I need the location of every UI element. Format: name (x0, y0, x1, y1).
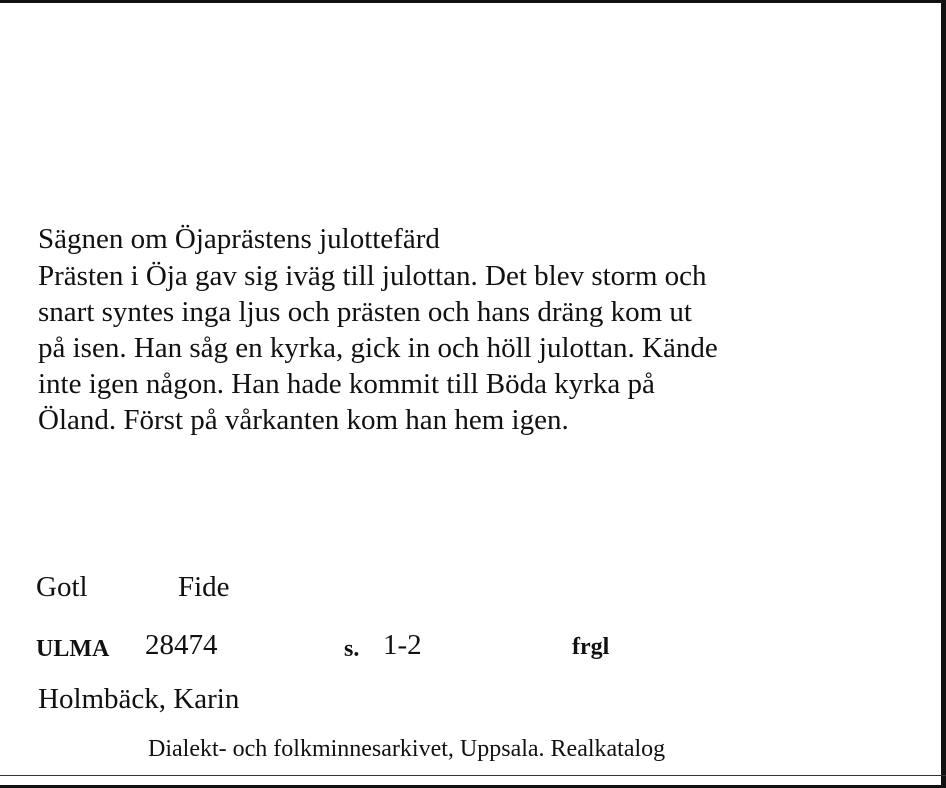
province-field: Gotl (36, 571, 88, 603)
card-border-right (941, 0, 946, 788)
body-line: inte igen någon. Han hade kommit till Böda kyrka på (38, 368, 655, 400)
type-code: frgl (572, 634, 610, 660)
body-line: på isen. Han såg en kyrka, gick in och höll julottan. Kände (38, 332, 718, 364)
archive-code: ULMA (36, 636, 110, 662)
card-body (38, 258, 918, 438)
card-rule-bottom (0, 775, 946, 776)
collector-name: Holmbäck, Karin (38, 683, 240, 715)
record-number: 28474 (145, 629, 218, 661)
body-line: Öland. Först på vårkanten kom han hem igen. (38, 404, 569, 436)
page-label: s. (344, 636, 360, 662)
card-border-top (0, 0, 946, 3)
parish-field: Fide (178, 571, 230, 603)
card-title: Sägnen om Öjaprästens julottefärd (38, 223, 440, 255)
archive-name: Dialekt- och folkminnesarkivet, Uppsala. Realkatalog (148, 736, 666, 762)
body-line: Prästen i Öja gav sig iväg till julottan. Det blev storm och (38, 260, 707, 292)
body-line: snart syntes inga ljus och prästen och hans dräng kom ut (38, 296, 692, 328)
page-range: 1-2 (383, 629, 422, 661)
